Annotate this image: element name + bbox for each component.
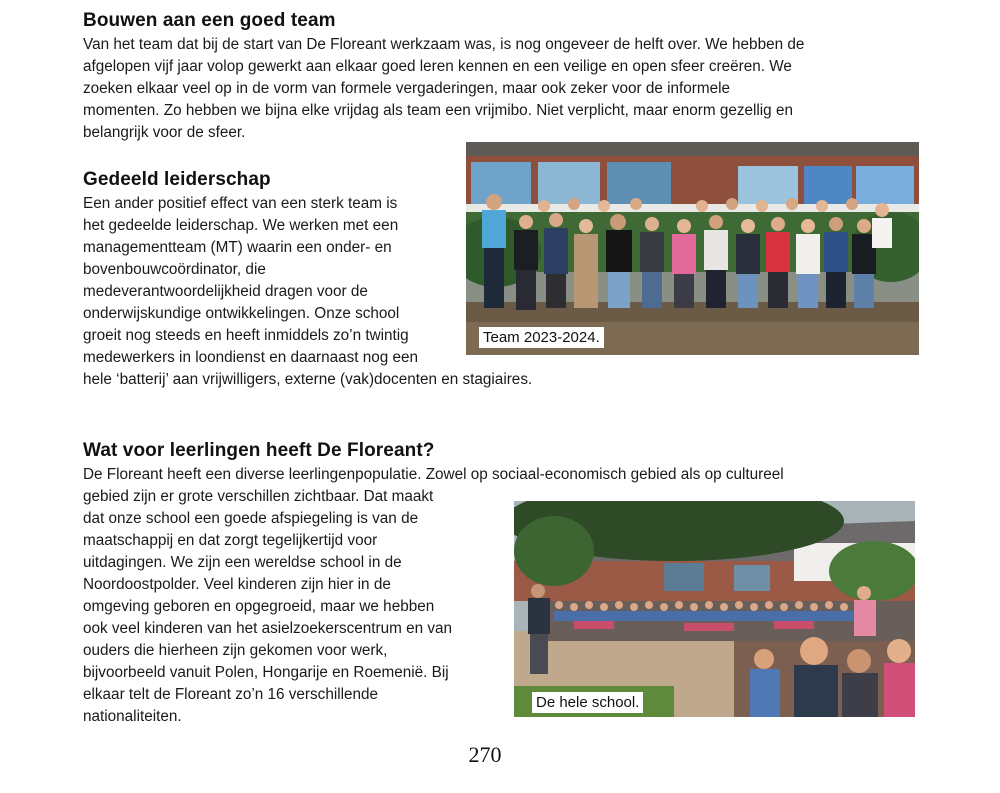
paragraph-line: bijvoorbeeld vanuit Polen, Hongarije en Roemenië. Bij xyxy=(83,664,449,681)
school-photo-caption: De hele school. xyxy=(532,692,643,713)
paragraph-line: hele ‘batterij’ aan vrijwilligers, externe (vak)docenten en stagiaires. xyxy=(83,371,533,388)
heading-goed-team: Bouwen aan een goed team xyxy=(83,10,336,31)
paragraph-line: nationaliteiten. xyxy=(83,708,182,725)
paragraph-line: zoeken elkaar veel op in de vorm van formele vergaderingen, maar ook zeker voor de informele xyxy=(83,80,731,97)
paragraph-line: Noordoostpolder. Veel kinderen zijn hier in de xyxy=(83,576,391,593)
page-number: 270 xyxy=(468,742,502,767)
paragraph-line: Een ander positief effect van een sterk team is xyxy=(83,195,398,212)
paragraph-line: medewerkers in loondienst en daarnaast nog een xyxy=(83,349,419,366)
paragraph-line: maatschappij en dat zorgt tegelijkertijd voor xyxy=(83,532,378,549)
school-photo xyxy=(514,501,915,717)
paragraph-line: dat onze school een goede afspiegeling is van de xyxy=(83,510,419,527)
paragraph-line: uitdagingen. We zijn een wereldse school in de xyxy=(83,554,402,571)
heading-gedeeld-leiderschap: Gedeeld leiderschap xyxy=(83,169,271,190)
paragraph-line: omgeving geboren en opgegroeid, maar we hebben xyxy=(83,598,435,615)
paragraph-line: belangrijk voor de sfeer. xyxy=(83,124,246,141)
paragraph-line: momenten. Zo hebben we bijna elke vrijdag als team een vrijmibo. Niet verplicht, maar enorm gezellig en xyxy=(83,102,793,119)
paragraph-line: De Floreant heeft een diverse leerlingenpopulatie. Zowel op sociaal-economisch gebied als op cultureel xyxy=(83,466,784,483)
paragraph-line: het gedeelde leiderschap. We werken met een xyxy=(83,217,399,234)
paragraph-line: onderwijskundige ontwikkelingen. Onze school xyxy=(83,305,400,322)
paragraph-line: afgelopen vijf jaar volop gewerkt aan elkaar goed leren kennen en een veilige en open sfeer creëren. We xyxy=(83,58,792,75)
paragraph-line: Van het team dat bij de start van De Floreant werkzaam was, is nog ongeveer de helft over. We hebben de xyxy=(83,36,805,53)
paragraph-line: groeit nog steeds en heeft inmiddels zo’n twintig xyxy=(83,327,409,344)
paragraph-line: elkaar telt de Floreant zo’n 16 verschillende xyxy=(83,686,379,703)
paragraph-line: ouders die hierheen zijn gekomen voor werk, xyxy=(83,642,388,659)
paragraph-line: ook veel kinderen van het asielzoekerscentrum en van xyxy=(83,620,453,637)
team-photo-caption: Team 2023-2024. xyxy=(479,327,604,348)
paragraph-line: medeverantwoordelijkheid dragen voor de xyxy=(83,283,368,300)
paragraph-line: bovenbouwcoördinator, die xyxy=(83,261,266,278)
heading-leerlingen: Wat voor leerlingen heeft De Floreant? xyxy=(83,440,435,461)
paragraph-line: managementteam (MT) waarin een onder- en xyxy=(83,239,392,256)
paragraph-line: gebied zijn er grote verschillen zichtbaar. Dat maakt xyxy=(83,488,434,505)
team-photo xyxy=(466,142,919,355)
